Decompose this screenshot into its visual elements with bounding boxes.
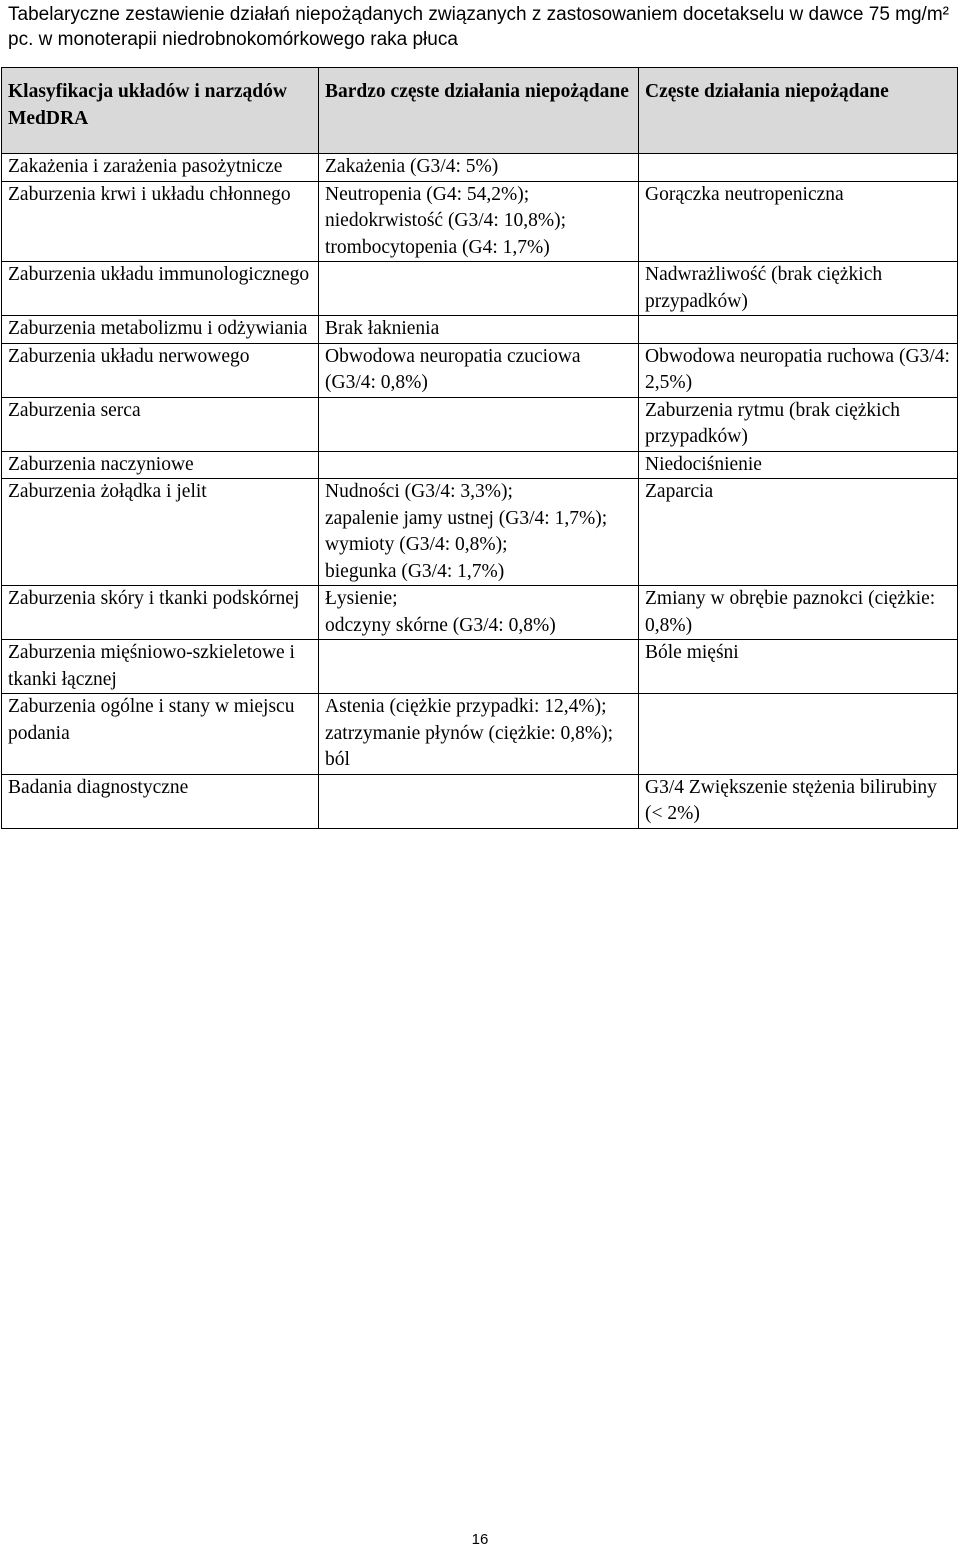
page-number: 16 <box>471 1531 489 1548</box>
table-caption: Tabelaryczne zestawienie działań niepożądanych związanych z zastosowaniem docetakselu w dawce 75 mg/m² pc. w monoterapii niedrobnokomórkowego raka płuca <box>8 4 949 50</box>
cell-common: Zmiany w obrębie paznokci (ciężkie: 0,8%) <box>639 586 958 640</box>
cell-very-common: Astenia (ciężkie przypadki: 12,4%); zatrzymanie płynów (ciężkie: 0,8%); ból <box>319 694 639 775</box>
cell-common <box>639 694 958 775</box>
cell-soc: Zaburzenia serca <box>2 397 319 451</box>
cell-common: Niedociśnienie <box>639 451 958 479</box>
cell-soc: Zaburzenia ogólne i stany w miejscu podania <box>2 694 319 775</box>
table-row <box>2 181 958 262</box>
cell-soc: Badania diagnostyczne <box>2 774 319 828</box>
cell-very-common: Obwodowa neuropatia czuciowa (G3/4: 0,8%) <box>319 343 639 397</box>
table-row <box>2 479 958 586</box>
table-row <box>2 694 958 775</box>
cell-soc: Zaburzenia skóry i tkanki podskórnej <box>2 586 319 640</box>
table-row <box>2 640 958 694</box>
cell-soc: Zaburzenia układu immunologicznego <box>2 262 319 316</box>
header-system-organ-class: Klasyfikacja układów i narządów MedDRA <box>2 68 319 154</box>
cell-soc: Zaburzenia żołądka i jelit <box>2 479 319 586</box>
table-row <box>2 774 958 828</box>
table-row <box>2 316 958 344</box>
table-row <box>2 154 958 182</box>
cell-very-common <box>319 774 639 828</box>
cell-common <box>639 154 958 182</box>
cell-very-common: Neutropenia (G4: 54,2%); niedokrwistość (G3/4: 10,8%); trombocytopenia (G4: 1,7%) <box>319 181 639 262</box>
cell-common: Obwodowa neuropatia ruchowa (G3/4: 2,5%) <box>639 343 958 397</box>
table-row <box>2 451 958 479</box>
cell-soc: Zaburzenia mięśniowo-szkieletowe i tkanki łącznej <box>2 640 319 694</box>
cell-common: Bóle mięśni <box>639 640 958 694</box>
cell-soc: Zaburzenia układu nerwowego <box>2 343 319 397</box>
table-row <box>2 343 958 397</box>
table-row <box>2 397 958 451</box>
cell-common: Zaparcia <box>639 479 958 586</box>
cell-common: G3/4 Zwiększenie stężenia bilirubiny (< 2%) <box>639 774 958 828</box>
cell-soc: Zaburzenia metabolizmu i odżywiania <box>2 316 319 344</box>
cell-soc: Zakażenia i zarażenia pasożytnicze <box>2 154 319 182</box>
cell-very-common: Zakażenia (G3/4: 5%) <box>319 154 639 182</box>
cell-very-common: Nudności (G3/4: 3,3%); zapalenie jamy ustnej (G3/4: 1,7%); wymioty (G3/4: 0,8%); biegunka (G3/4: 1,7%) <box>319 479 639 586</box>
cell-common: Zaburzenia rytmu (brak ciężkich przypadków) <box>639 397 958 451</box>
table-header-row <box>2 68 958 154</box>
header-very-common: Bardzo częste działania niepożądane <box>319 68 639 154</box>
header-common: Częste działania niepożądane <box>639 68 958 154</box>
cell-very-common <box>319 640 639 694</box>
cell-very-common: Łysienie; odczyny skórne (G3/4: 0,8%) <box>319 586 639 640</box>
cell-common: Gorączka neutropeniczna <box>639 181 958 262</box>
cell-common: Nadwrażliwość (brak ciężkich przypadków) <box>639 262 958 316</box>
table-row <box>2 586 958 640</box>
cell-very-common: Brak łaknienia <box>319 316 639 344</box>
cell-soc: Zaburzenia krwi i układu chłonnego <box>2 181 319 262</box>
cell-very-common <box>319 451 639 479</box>
cell-very-common <box>319 262 639 316</box>
cell-soc: Zaburzenia naczyniowe <box>2 451 319 479</box>
cell-very-common <box>319 397 639 451</box>
table-row <box>2 262 958 316</box>
adverse-events-table <box>1 67 958 829</box>
cell-common <box>639 316 958 344</box>
